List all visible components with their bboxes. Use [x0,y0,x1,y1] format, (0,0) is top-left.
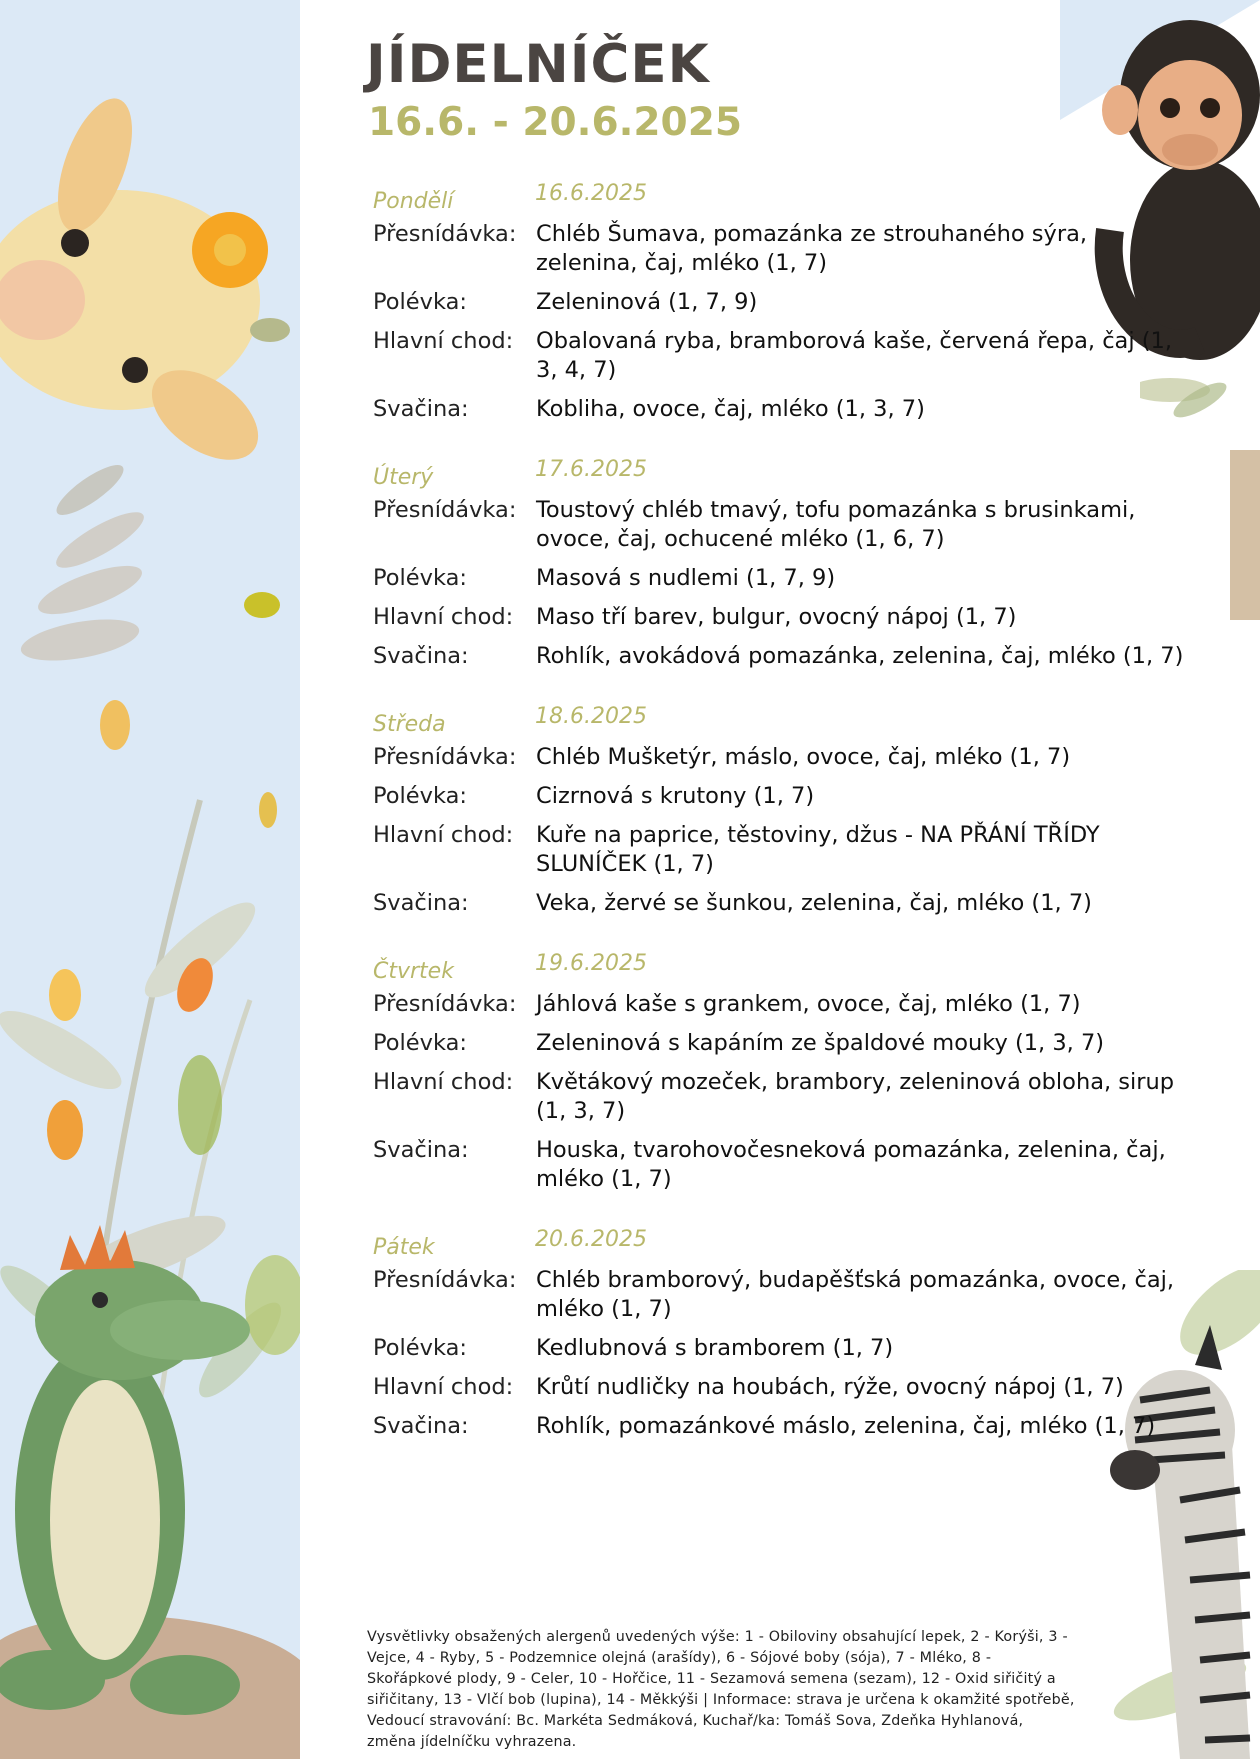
meal-row [373,288,1188,317]
giraffe-illustration [0,89,290,478]
day-section [373,1220,1188,1441]
meal-row [373,1136,1188,1194]
meal-row [373,1068,1188,1126]
day-header [373,697,1188,737]
meal-label: Svačina: [373,890,469,916]
day-header [373,450,1188,490]
date-range: 16.6. - 20.6.2025 [368,100,742,145]
meal-text: Rohlík, avokádová pomazánka, zelenina, čaj, mléko (1, 7) [536,643,1184,669]
meal-label: Polévka: [373,289,467,315]
meal-label: Hlavní chod: [373,822,514,848]
meal-text: Květákový mozeček, brambory, zeleninová obloha, sirup (1, 3, 7) [536,1069,1175,1124]
meal-text: Krůtí nudličky na houbách, rýže, ovocný nápoj (1, 7) [536,1374,1124,1400]
meal-text: Kobliha, ovoce, čaj, mléko (1, 3, 7) [536,396,925,422]
day-section [373,944,1188,1194]
meal-row [373,1266,1188,1324]
day-name: Čtvrtek [373,959,454,984]
day-section [373,697,1188,918]
day-date: 20.6.2025 [535,1227,647,1252]
meal-text: Zeleninová s kapáním ze špaldové mouky (1, 3, 7) [536,1030,1105,1056]
meal-label: Přesnídávka: [373,221,517,247]
meal-label: Hlavní chod: [373,328,514,354]
meal-label: Polévka: [373,1335,467,1361]
meal-text: Maso tří barev, bulgur, ovocný nápoj (1, 7) [536,604,1017,630]
meal-row [373,743,1188,772]
meal-label: Svačina: [373,1413,469,1439]
meal-label: Hlavní chod: [373,1374,514,1400]
day-header [373,1220,1188,1260]
meal-row [373,821,1188,879]
weekly-menu [373,174,1188,1467]
day-name: Pondělí [373,189,454,214]
meal-row [373,496,1188,554]
left-decorative-panel [0,0,300,1759]
day-section [373,174,1188,424]
day-name: Středa [373,712,446,737]
day-date: 19.6.2025 [535,951,647,976]
meal-text: Chléb Mušketýr, máslo, ovoce, čaj, mléko (1, 7) [536,744,1071,770]
meal-text: Kedlubnová s bramborem (1, 7) [536,1335,894,1361]
meal-label: Svačina: [373,643,469,669]
meal-text: Rohlík, pomazánkové máslo, zelenina, čaj, mléko (1, 7) [536,1413,1156,1439]
meal-label: Hlavní chod: [373,1069,514,1095]
meal-row [373,1334,1188,1363]
meal-row [373,395,1188,424]
meal-label: Přesnídávka: [373,744,517,770]
meal-label: Přesnídávka: [373,991,517,1017]
meal-text: Toustový chléb tmavý, tofu pomazánka s brusinkami, ovoce, čaj, ochucené mléko (1, 6, 7) [536,497,1136,552]
meal-label: Přesnídávka: [373,1267,517,1293]
meal-row [373,1029,1188,1058]
meal-text: Chléb Šumava, pomazánka ze strouhaného sýra, zelenina, čaj, mléko (1, 7) [536,221,1088,276]
meal-label: Polévka: [373,1030,467,1056]
meal-row [373,642,1188,671]
day-header [373,944,1188,984]
meal-label: Přesnídávka: [373,497,517,523]
meal-row [373,564,1188,593]
meal-row [373,220,1188,278]
meal-label: Polévka: [373,565,467,591]
day-date: 17.6.2025 [535,457,647,482]
meal-text: Houska, tvarohovočesneková pomazánka, zelenina, čaj, mléko (1, 7) [536,1137,1166,1192]
day-name: Úterý [373,465,434,490]
meal-row [373,889,1188,918]
meal-row [373,1373,1188,1402]
leaves-illustration [0,0,300,1759]
allergen-footnote: Vysvětlivky obsažených alergenů uvedených výše: 1 - Obiloviny obsahující lepek, 2 - Korýši, 3 - Vejce, 4 - Ryby, 5 - Podzemnice olejná (arašídy), 6 - Sójové boby (sója), 7 - Mléko, 8 - Skořápkové plody, 9 - Celer, 10 - Hořčice, 11 - Sezamová semena (sezam), 12 - Oxid siřičitý a siřičitany, 13 - Vlčí bob (lupina), 14 - Měkkýši | Informace: strava je určena k okamžité spotřebě, Vedoucí stravování: Bc. Markéta Sedmáková, Kuchař/ka: Tomáš Sova, Zdeňka Hyhlanová, změna jídelníčku vyhrazena. [367,1629,1075,1751]
meal-row [373,327,1188,385]
meal-text: Chléb bramborový, budapěšťská pomazánka, ovoce, čaj, mléko (1, 7) [536,1267,1175,1322]
page-title: JÍDELNÍČEK [366,34,710,95]
meal-row [373,603,1188,632]
meal-label: Hlavní chod: [373,604,514,630]
meal-text: Veka, žervé se šunkou, zelenina, čaj, mléko (1, 7) [536,890,1092,916]
meal-row [373,990,1188,1019]
day-date: 18.6.2025 [535,704,647,729]
day-name: Pátek [373,1235,435,1260]
meal-text: Masová s nudlemi (1, 7, 9) [536,565,836,591]
meal-text: Kuře na paprice, těstoviny, džus - NA PŘÁNÍ TŘÍDY SLUNÍČEK (1, 7) [536,822,1100,877]
meal-text: Obalovaná ryba, bramborová kaše, červená řepa, čaj (1, 3, 4, 7) [536,328,1172,383]
meal-label: Polévka: [373,783,467,809]
meal-label: Svačina: [373,1137,469,1163]
day-date: 16.6.2025 [535,181,647,206]
meal-row [373,1412,1188,1441]
day-section [373,450,1188,671]
meal-row [373,782,1188,811]
meal-text: Cizrnová s krutony (1, 7) [536,783,815,809]
meal-text: Jáhlová kaše s grankem, ovoce, čaj, mléko (1, 7) [536,991,1081,1017]
meal-label: Svačina: [373,396,469,422]
meal-text: Zeleninová (1, 7, 9) [536,289,758,315]
day-header [373,174,1188,214]
